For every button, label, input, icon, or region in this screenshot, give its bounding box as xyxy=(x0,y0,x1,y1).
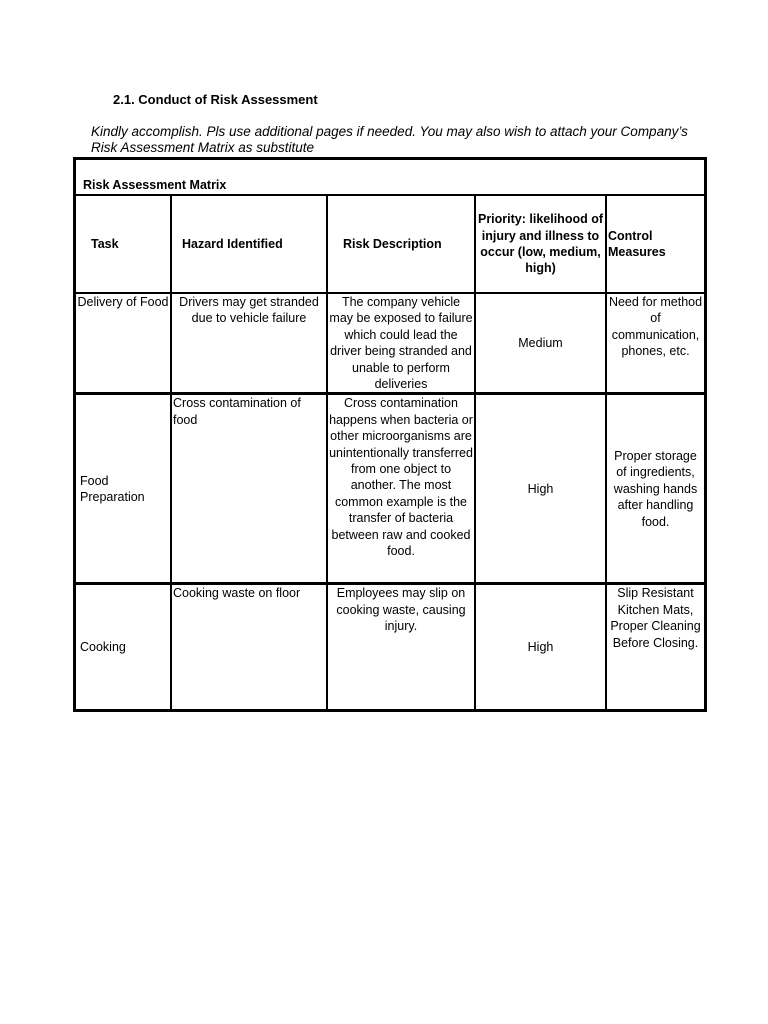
cell-control: Slip Resistant Kitchen Mats, Proper Cleaning Before Closing. xyxy=(606,583,705,710)
header-priority: Priority: likelihood of injury and illness to occur (low, medium, high) xyxy=(475,195,606,293)
table-row xyxy=(75,393,705,583)
cell-control: Need for method of communication, phones, etc. xyxy=(606,293,705,393)
matrix-title-row xyxy=(75,159,705,195)
header-risk: Risk Description xyxy=(327,195,475,293)
table-row xyxy=(75,583,705,710)
cell-hazard: Cross contamination of food xyxy=(171,393,327,583)
cell-risk: Employees may slip on cooking waste, causing injury. xyxy=(327,583,475,710)
cell-task: Food Preparation xyxy=(75,393,171,583)
section-heading: 2.1. Conduct of Risk Assessment xyxy=(113,92,318,107)
cell-priority: Medium xyxy=(475,293,606,393)
cell-priority: High xyxy=(475,393,606,583)
header-task: Task xyxy=(75,195,171,293)
header-hazard: Hazard Identified xyxy=(171,195,327,293)
header-control: Control Measures xyxy=(606,195,705,293)
cell-hazard: Drivers may get stranded due to vehicle failure xyxy=(171,293,327,393)
cell-priority: High xyxy=(475,583,606,710)
risk-assessment-matrix xyxy=(73,157,707,712)
cell-risk: Cross contamination happens when bacteria or other microorganisms are unintentionally transferred from one object to another. The most common example is the transfer of bacteria between raw and cooked food. xyxy=(327,393,475,583)
cell-task: Cooking xyxy=(75,583,171,710)
header-row xyxy=(75,195,705,293)
intro-text: Kindly accomplish. Pls use additional pages if needed. You may also wish to attach your Company’s Risk Assessment Matrix as substitute xyxy=(91,124,688,155)
cell-hazard: Cooking waste on floor xyxy=(171,583,327,710)
cell-task: Delivery of Food xyxy=(75,293,171,393)
cell-risk: The company vehicle may be exposed to failure which could lead the driver being stranded and unable to perform deliveries xyxy=(327,293,475,393)
cell-control: Proper storage of ingredients, washing hands after handling food. xyxy=(606,393,705,583)
matrix-title: Risk Assessment Matrix xyxy=(75,159,705,195)
table-row xyxy=(75,293,705,393)
